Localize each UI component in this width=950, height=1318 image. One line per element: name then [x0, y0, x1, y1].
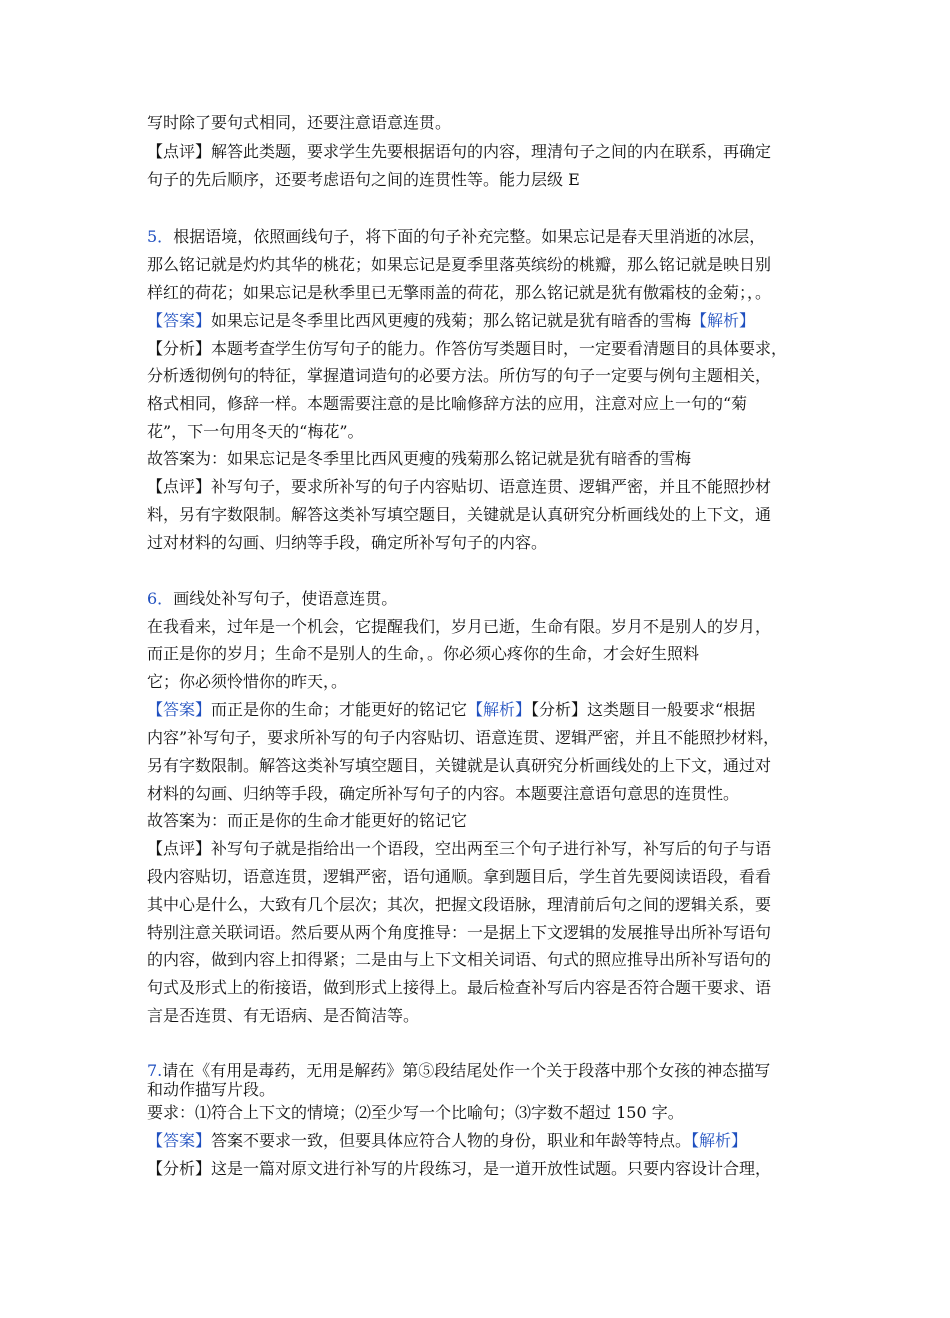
q7-stem-line-1: [147, 1061, 770, 1081]
prev-comment-line-1: 【点评】解答此类题，要求学生先要根据语句的内容，理清句子之间的内在联系，再确定: [147, 142, 772, 161]
q6-final-answer: 故答案为：而正是你的生命才能更好的铭记它: [147, 811, 468, 830]
q7-stem-text: 请在《有用是毒药，无用是解药》第⑤段结尾处作一个关于段落中那个女孩的神态描写: [162, 1061, 771, 1080]
q6-stem-text: 画线处补写句子，使语意连贯。: [173, 589, 398, 608]
q5-comment-line-3: 过对材料的勾画、归纳等手段，确定所补写句子的内容。: [147, 533, 548, 552]
q5-answer-tag: 【答案】: [147, 311, 212, 330]
q5-number: 5．: [147, 227, 174, 246]
q5-analysis-line-3: 格式相同，修辞一样。本题需要注意的是比喻修辞方法的应用，注意对应上一句的“菊: [147, 394, 748, 413]
q6-comment-line-1: 【点评】补写句子就是指给出一个语段，空出两至三个句子进行补写，补写后的句子与语: [147, 839, 772, 858]
q6-analysis-line-2: 另有字数限制。解答这类补写填空题目，关键就是认真研究分析画线处的上下文，通过对: [147, 756, 772, 775]
q6-comment-line-6: 句式及形式上的衔接语，做到形式上接得上。最后检查补写后内容是否符合题干要求、语: [147, 978, 772, 997]
q6-answer-tag: 【答案】: [147, 700, 212, 719]
prev-line-1: 写时除了要句式相同，还要注意语意连贯。: [147, 113, 452, 132]
q6-stem-line-1: [147, 589, 397, 609]
q7-analysis-tag: 【解析】: [691, 1131, 748, 1150]
q7-analysis-line-1: 【分析】这是一篇对原文进行补写的片段练习，是一道开放性试题。只要内容设计合理，: [147, 1159, 772, 1178]
q6-answer-text: 而正是你的生命；才能更好的铭记它: [211, 700, 468, 719]
q6-stem-line-4: 它；你必须怜惜你的昨天，。: [147, 672, 348, 691]
q6-analysis-tag: 【解析】: [467, 700, 532, 719]
q7-requirements: 要求：⑴符合上下文的情境；⑵至少写一个比喻句；⑶字数不超过 150 字。: [147, 1103, 684, 1122]
q5-comment-line-2: 料，另有字数限制。解答这类补写填空题目，关键就是认真研究分析画线处的上下文，通: [147, 505, 772, 524]
q5-stem-text: 根据语境，依照画线句子，将下面的句子补充完整。如果忘记是春天里消逝的冰层，: [173, 227, 766, 246]
q6-analysis-line-3: 材料的勾画、归纳等手段，确定所补写句子的内容。本题要注意语句意思的连贯性。: [147, 784, 740, 803]
q7-answer-tag: 【答案】: [147, 1131, 212, 1150]
q7-number: 7.: [147, 1061, 163, 1080]
q5-answer-text: 如果忘记是冬季里比西风更瘦的残菊；那么铭记就是犹有暗香的雪梅: [211, 311, 692, 330]
q6-comment-line-7: 言是否连贯、有无语病、是否简洁等。: [147, 1006, 420, 1025]
q6-comment-line-3: 其中心是什么，大致有几个层次；其次，把握文段语脉，理清前后句之间的逻辑关系，要: [147, 895, 772, 914]
q5-final-answer: 故答案为：如果忘记是冬季里比西风更瘦的残菊那么铭记就是犹有暗香的雪梅: [147, 449, 692, 468]
q5-stem-line-1: [147, 227, 765, 247]
q7-answer-line: [147, 1131, 747, 1151]
q5-stem-line-3: 样红的荷花；如果忘记是秋季里已无擎雨盖的荷花，那么铭记就是犹有傲霜枝的金菊；，。: [147, 283, 772, 302]
q5-analysis-line-4: 花”，下一句用冬天的“梅花”。: [147, 422, 364, 441]
q5-comment-line-1: 【点评】补写句子，要求所补写的句子内容贴切、语意连贯、逻辑严密，并且不能照抄材: [147, 477, 772, 496]
q6-analysis-line-1: 内容”补写句子，要求所补写的句子内容贴切、语意连贯、逻辑严密，并且不能照抄材料，: [147, 728, 780, 747]
prev-comment-line-2: 句子的先后顺序，还要考虑语句之间的连贯性等。能力层级 E: [147, 170, 580, 189]
q6-comment-line-4: 特别注意关联词语。然后要从两个角度推导：一是据上下文逻辑的发展推导出所补写语句: [147, 923, 772, 942]
q6-answer-line: [147, 700, 755, 720]
q5-analysis-line-2: 分析透彻例句的特征，掌握遣词造句的必要方法。所仿写的句子一定要与例句主题相关，: [147, 366, 772, 385]
q7-stem-line-2: 和动作描写片段。: [147, 1080, 276, 1099]
q6-number: 6．: [147, 589, 174, 608]
q6-comment-line-5: 的内容，做到内容上扣得紧；二是由与上下文相关词语、句式的照应推导出所补写语句的: [147, 950, 772, 969]
q5-analysis-tag: 【解析】: [691, 311, 756, 330]
q5-stem-line-2: 那么铭记就是灼灼其华的桃花；如果忘记是夏季里落英缤纷的桃瓣，那么铭记就是映日别: [147, 255, 772, 274]
q6-stem-line-2: 在我看来，过年是一个机会，它提醒我们，岁月已逝，生命有限。岁月不是别人的岁月，: [147, 617, 772, 636]
q6-comment-line-2: 段内容贴切，语意连贯，逻辑严密，语句通顺。拿到题目后，学生首先要阅读语段，看看: [147, 867, 772, 886]
q7-answer-text: 答案不要求一致，但要具体应符合人物的身份，职业和年龄等特点。: [211, 1131, 692, 1150]
q5-analysis-line-1: 【分析】本题考查学生仿写句子的能力。作答仿写类题目时，一定要看清题目的具体要求，: [147, 339, 788, 358]
q6-stem-line-3: 而正是你的岁月；生命不是别人的生命，。你必须心疼你的生命，才会好生照料: [147, 644, 700, 663]
q6-analysis-start: 【分析】这类题目一般要求“根据: [531, 700, 756, 719]
q5-answer-line: [147, 311, 755, 331]
